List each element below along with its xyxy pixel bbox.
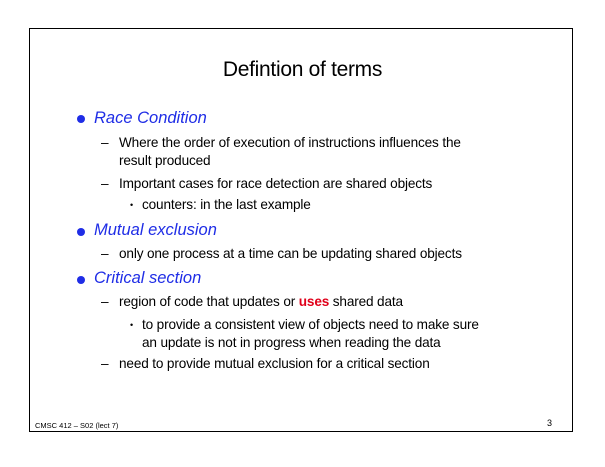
dash-marker: – (101, 135, 109, 150)
sub-list-item-text: to provide a consistent view of objects need to make sure (142, 317, 479, 332)
highlight-word: uses (298, 294, 330, 309)
list-item-text: Important cases for race detection are shared objects (119, 176, 433, 191)
sub-bullet-dot-icon: • (130, 320, 134, 330)
page-number: 3 (547, 418, 553, 428)
bullet-dot-icon (77, 228, 85, 236)
list-item-text-start: region of code that updates or (119, 294, 299, 309)
dash-marker: – (101, 246, 109, 261)
list-item-text: result produced (119, 153, 211, 168)
list-item-text: only one process at a time can be updating shared objects (119, 246, 462, 261)
bullet-dot-icon (77, 276, 85, 284)
sub-bullet-dot-icon: • (130, 200, 134, 210)
dash-marker: – (101, 356, 109, 371)
bullet-heading-race-condition: Race Condition (94, 109, 207, 127)
sub-list-item-text: an update is not in progress when reading the data (142, 335, 441, 350)
dash-marker: – (101, 294, 109, 309)
footer-course-label: CMSC 412 – S02 (lect 7) (35, 421, 119, 430)
list-item-text-end: shared data (329, 294, 403, 309)
sub-list-item-text: counters: in the last example (142, 197, 311, 212)
bullet-heading-mutual-exclusion: Mutual exclusion (94, 221, 217, 239)
slide-title: Defintion of terms (222, 58, 383, 81)
bullet-heading-critical-section: Critical section (94, 269, 202, 287)
bullet-dot-icon (77, 115, 85, 123)
list-item-text (119, 294, 403, 309)
list-item-text: need to provide mutual exclusion for a critical section (119, 356, 430, 371)
list-item-text: Where the order of execution of instructions influences the (119, 135, 461, 150)
dash-marker: – (101, 176, 109, 191)
